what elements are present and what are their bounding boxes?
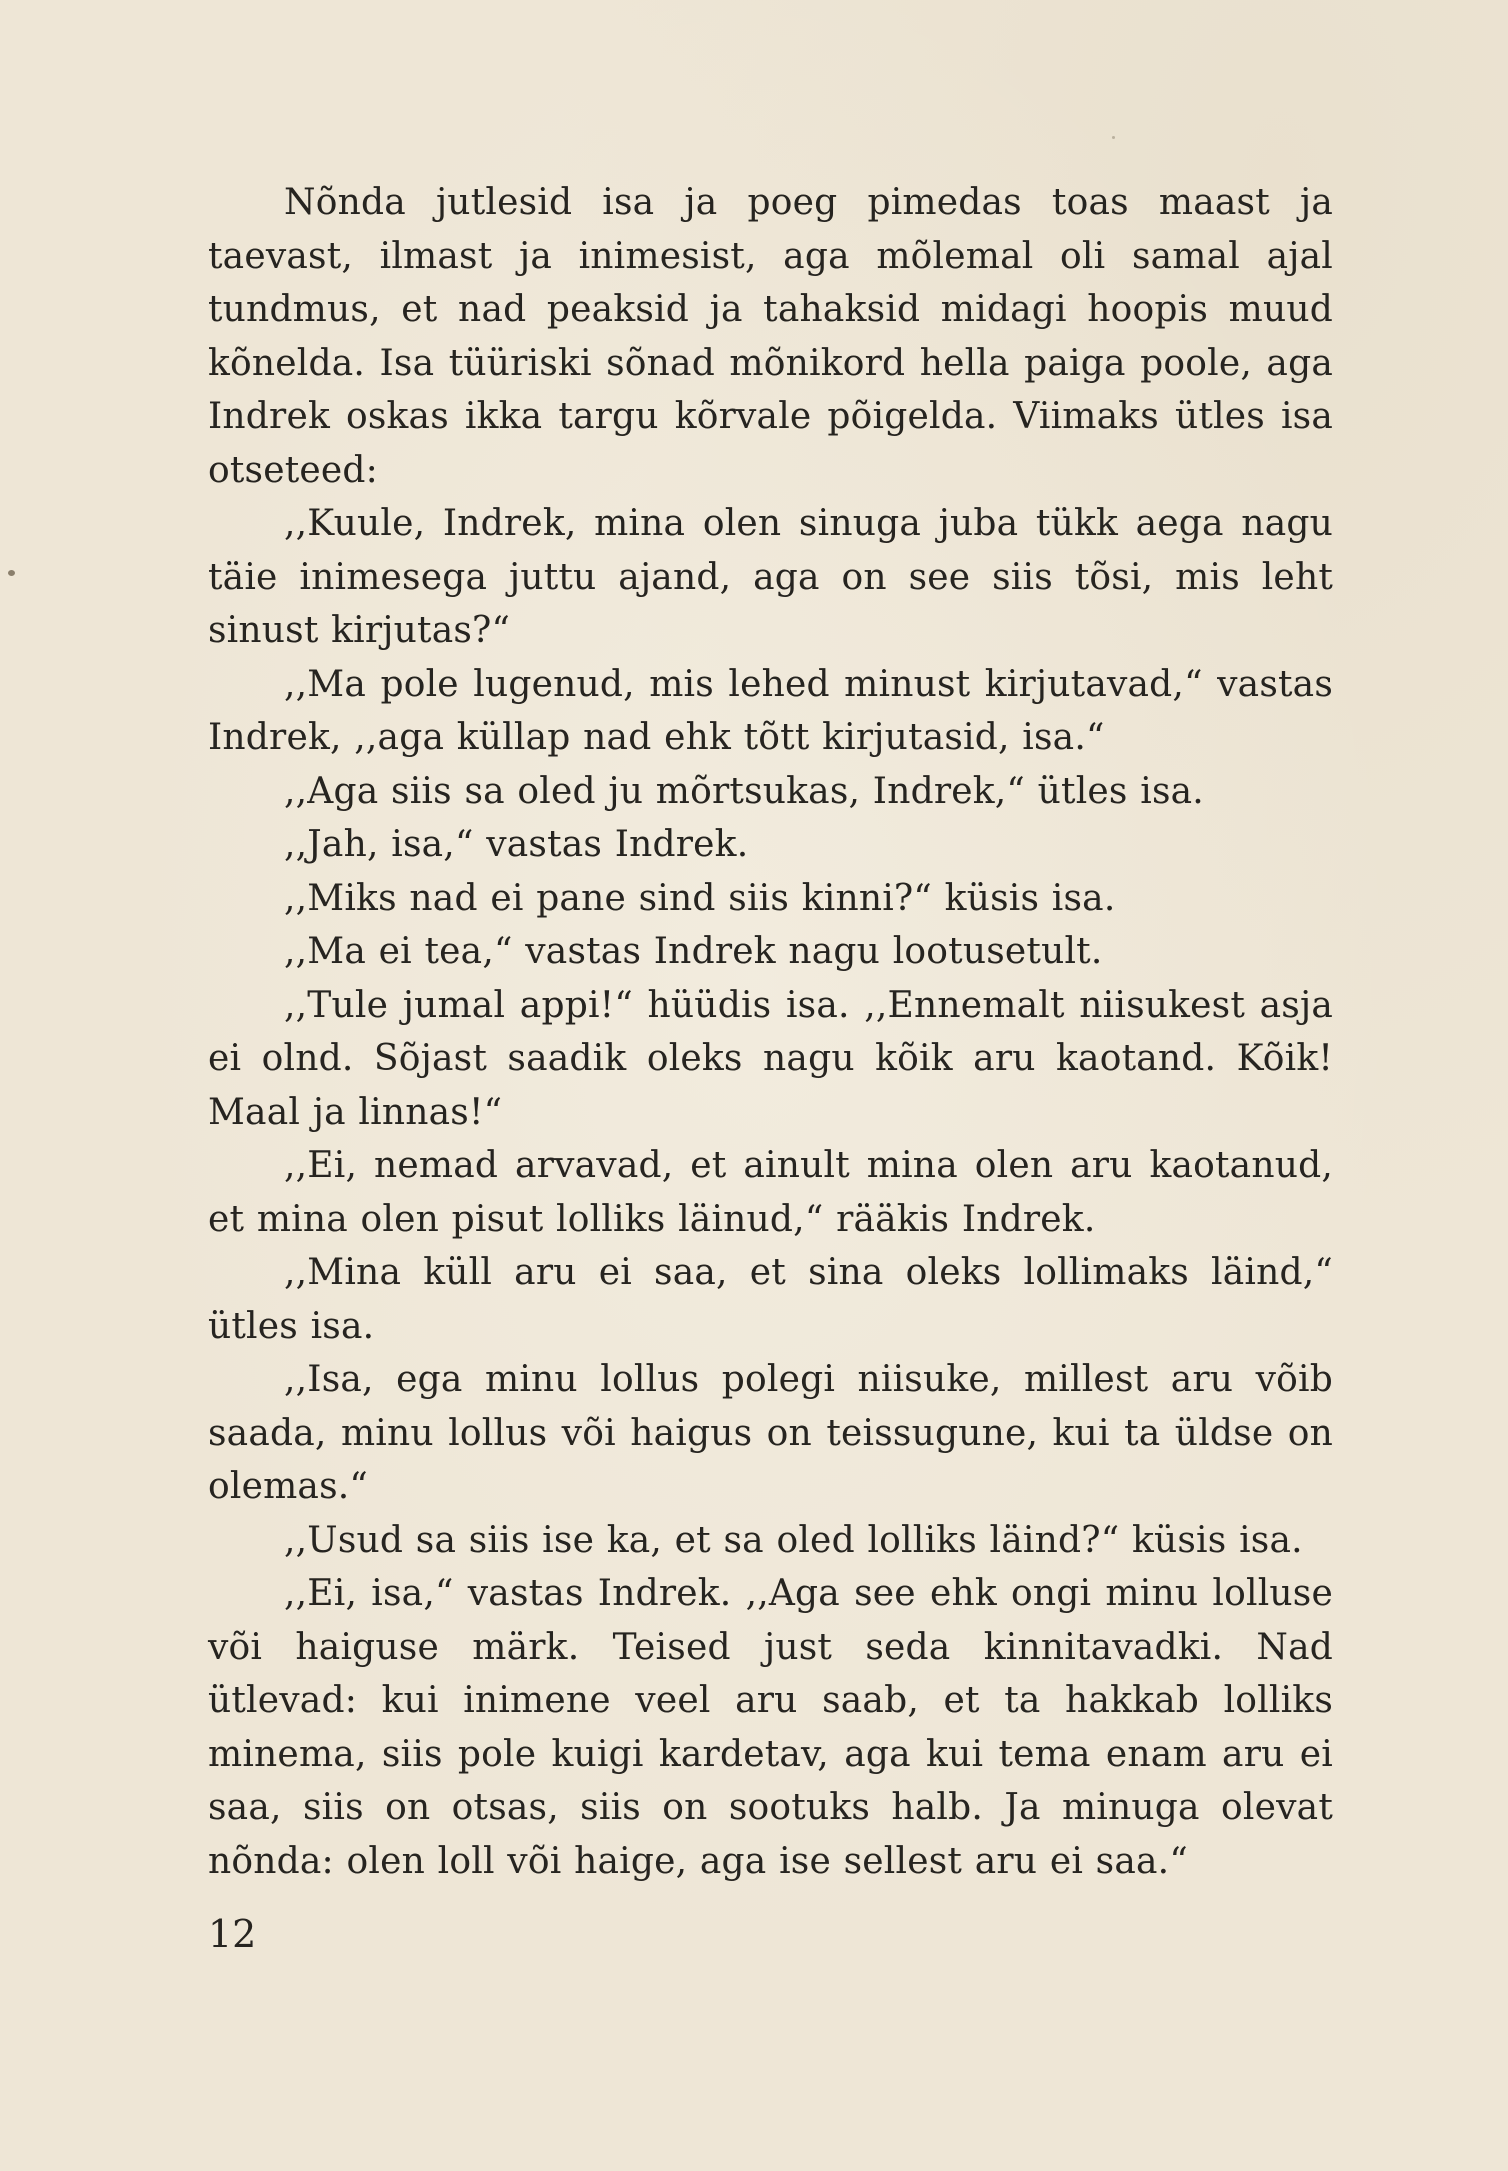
body-text bbox=[208, 176, 1333, 1888]
page-number: 12 bbox=[208, 1912, 257, 1956]
paragraph: ,,Usud sa siis ise ka, et sa oled lolliks läind?“ küsis isa. bbox=[284, 1519, 1303, 1561]
paragraph: ,,Aga siis sa oled ju mõrtsukas, Indrek,“ ütles isa. bbox=[284, 770, 1204, 812]
paragraph: ,,Kuule, Indrek, mina olen sinuga juba tükk aega nagu täie inimesega juttu ajand, aga on see siis tõsi, mis leht sinust kirjutas?“ bbox=[208, 503, 1333, 651]
paragraph: ,,Ma ei tea,“ vastas Indrek nagu lootusetult. bbox=[284, 931, 1103, 972]
paragraph: ,,Ei, nemad arvavad, et ainult mina olen aru kaotanud, et mina olen pisut lolliks läinud,“ rääkis Indrek. bbox=[208, 1145, 1333, 1240]
paragraph: Nõnda jutlesid isa ja poeg pimedas toas maast ja taevast, ilmast ja inimesist, aga mõlemal oli samal ajal tundmus, et nad peaksid ja tahaksid midagi hoopis muud kõnelda. Isa tüüriski sõnad mõnikord hella paiga poole, aga Indrek oskas ikka targu kõrvale põigelda. Viimaks ütles isa otseteed: bbox=[208, 182, 1333, 491]
paper-speck bbox=[1112, 136, 1115, 139]
paragraph: ,,Ma pole lugenud, mis lehed minust kirjutavad,“ vastas Indrek, ,,aga küllap nad ehk tõtt kirjutasid, isa.“ bbox=[208, 663, 1333, 758]
paragraph: ,,Isa, ega minu lollus polegi niisuke, millest aru võib saada, minu lollus või haigus on teissugune, kui ta üldse on olemas.“ bbox=[208, 1359, 1333, 1507]
paragraph: ,,Mina küll aru ei saa, et sina oleks lollimaks läind,“ ütles isa. bbox=[208, 1252, 1333, 1347]
paragraph: ,,Jah, isa,“ vastas Indrek. bbox=[284, 824, 749, 865]
paragraph: ,,Ei, isa,“ vastas Indrek. ,,Aga see ehk ongi minu lolluse või haiguse märk. Teised just seda kinnitavadki. Nad ütlevad: kui inimene veel aru saab, et ta hakkab lolliks minema, siis pole kuigi kardetav, aga kui tema enam aru ei saa, siis on otsas, siis on sootuks halb. Ja minuga olevat nõnda: olen loll või haige, aga ise sellest aru ei saa.“ bbox=[208, 1573, 1333, 1882]
paragraph: ,,Miks nad ei pane sind siis kinni?“ küsis isa. bbox=[284, 877, 1116, 919]
paragraph: ,,Tule jumal appi!“ hüüdis isa. ,,Ennemalt niisukest asja ei olnd. Sõjast saadik oleks nagu kõik aru kaotand. Kõik! Maal ja linnas!“ bbox=[208, 984, 1333, 1133]
paper-speck bbox=[8, 570, 15, 576]
